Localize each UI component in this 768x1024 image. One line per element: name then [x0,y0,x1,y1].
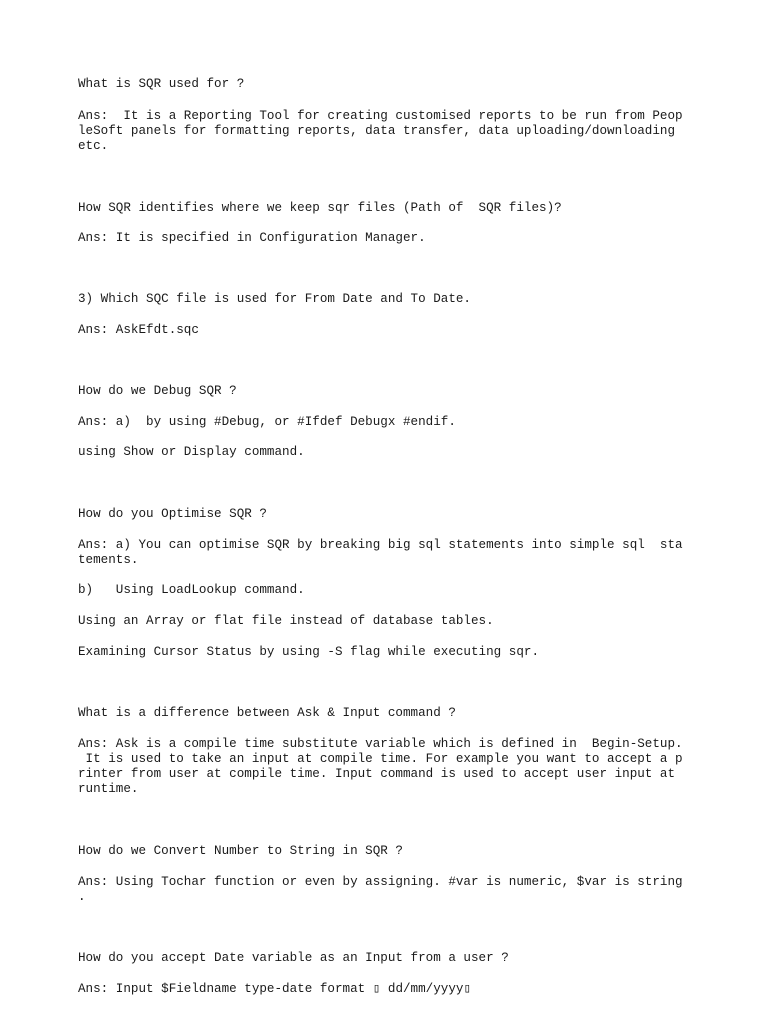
answer-optimise-a: Ans: a) You can optimise SQR by breaking big sql statements into simple sql sta [78,538,683,552]
answer-sqr-path: Ans: It is specified in Configuration Manager. [78,231,426,245]
answer-optimise-d: Examining Cursor Status by using -S flag while executing sqr. [78,645,540,659]
answer-sqr-purpose-end: etc. [78,139,109,153]
question-date-input: How do you accept Date variable as an Input from a user ? [78,951,509,965]
answer-optimise-b: b) Using LoadLookup command. [78,583,305,597]
answer-ask-input-cont-2: rinter from user at compile time. Input command is used to accept user input at [78,767,676,781]
answer-number-to-string: Ans: Using Tochar function or even by assigning. #var is numeric, $var is string [78,875,683,889]
question-optimise: How do you Optimise SQR ? [78,507,267,521]
question-sqr-purpose: What is SQR used for ? [78,77,245,91]
answer-debug-b: using Show or Display command. [78,445,305,459]
question-ask-input: What is a difference between Ask & Input command ? [78,706,456,720]
question-sqc-date: 3) Which SQC file is used for From Date and To Date. [78,292,471,306]
answer-sqr-purpose-cont: leSoft panels for formatting reports, data transfer, data uploading/downloading [78,124,676,138]
answer-sqc-date: Ans: AskEfdt.sqc [78,323,199,337]
answer-optimise-a-cont: tements. [78,553,139,567]
answer-number-to-string-end: . [78,890,86,904]
answer-date-input: Ans: Input $Fieldname type-date format ▯ dd/mm/yyyy▯ [78,982,472,996]
question-sqr-path: How SQR identifies where we keep sqr files (Path of SQR files)? [78,201,562,215]
answer-optimise-c: Using an Array or flat file instead of database tables. [78,614,494,628]
answer-debug-a: Ans: a) by using #Debug, or #Ifdef Debugx #endif. [78,415,456,429]
answer-sqr-purpose: Ans: It is a Reporting Tool for creating customised reports to be run from Peop [78,109,683,123]
answer-ask-input-cont-1: It is used to take an input at compile time. For example you want to accept a p [78,752,683,766]
question-number-to-string: How do we Convert Number to String in SQR ? [78,844,403,858]
answer-ask-input-end: runtime. [78,782,139,796]
answer-ask-input: Ans: Ask is a compile time substitute variable which is defined in Begin-Setup. [78,737,683,751]
question-debug: How do we Debug SQR ? [78,384,237,398]
